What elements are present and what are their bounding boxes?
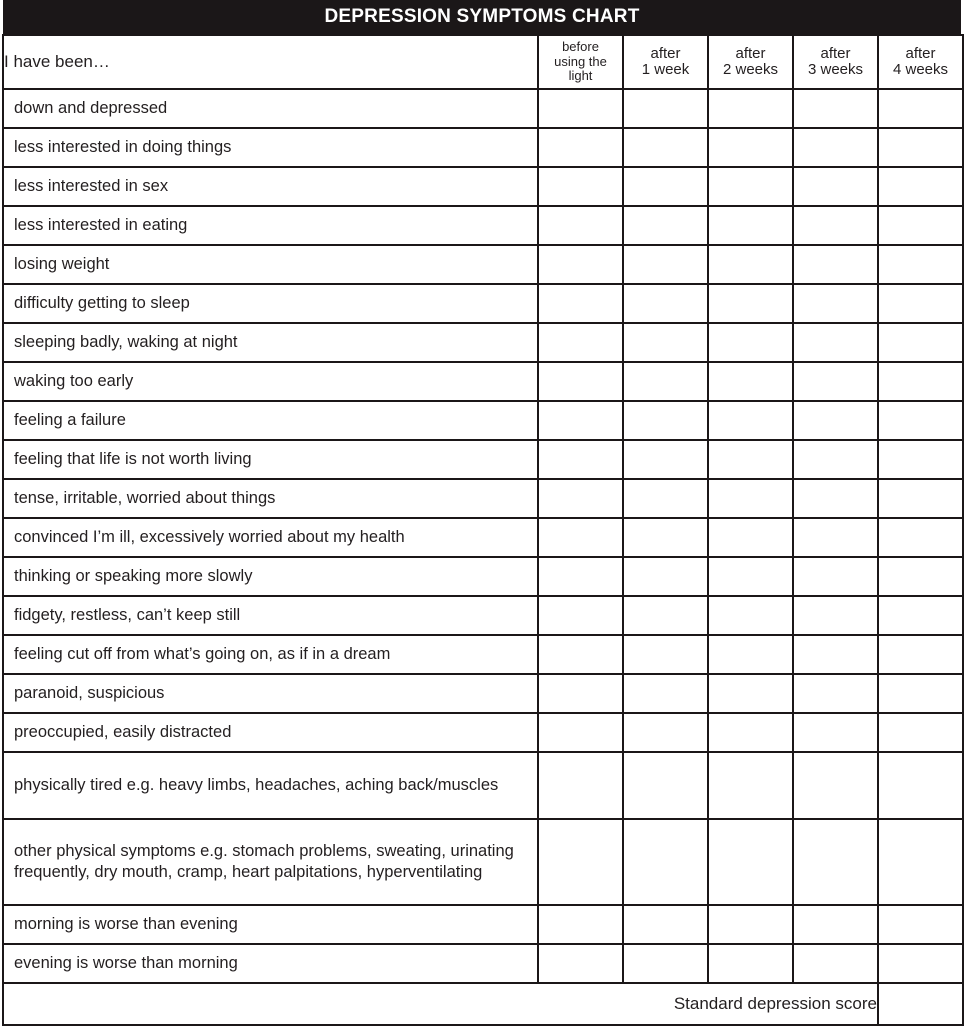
symptom-checkbox-cell[interactable] (708, 752, 793, 819)
symptom-checkbox-cell[interactable] (623, 905, 708, 944)
header-row-label: I have been… (3, 35, 538, 89)
symptom-checkbox-cell[interactable] (538, 518, 623, 557)
symptom-checkbox-cell[interactable] (793, 518, 878, 557)
symptom-label: tense, irritable, worried about things (3, 479, 538, 518)
symptom-checkbox-cell[interactable] (708, 167, 793, 206)
table-row (3, 479, 963, 518)
symptom-checkbox-cell[interactable] (623, 362, 708, 401)
symptom-checkbox-cell[interactable] (878, 440, 963, 479)
symptom-checkbox-cell[interactable] (878, 167, 963, 206)
table-row (3, 557, 963, 596)
symptom-checkbox-cell[interactable] (538, 905, 623, 944)
symptom-checkbox-cell[interactable] (793, 440, 878, 479)
symptom-checkbox-cell[interactable] (623, 89, 708, 128)
column-header-5 (878, 35, 963, 89)
symptom-checkbox-cell[interactable] (623, 440, 708, 479)
column-header-line: after (905, 44, 936, 62)
symptom-checkbox-cell[interactable] (538, 713, 623, 752)
symptom-checkbox-cell[interactable] (708, 596, 793, 635)
table-row (3, 440, 963, 479)
table-row (3, 89, 963, 128)
table-row (3, 401, 963, 440)
symptom-checkbox-cell[interactable] (878, 128, 963, 167)
symptom-checkbox-cell[interactable] (538, 674, 623, 713)
symptom-checkbox-cell[interactable] (793, 401, 878, 440)
symptom-label: less interested in sex (3, 167, 538, 206)
symptom-checkbox-cell[interactable] (623, 401, 708, 440)
symptom-checkbox-cell[interactable] (878, 635, 963, 674)
symptom-checkbox-cell[interactable] (708, 440, 793, 479)
symptom-checkbox-cell[interactable] (708, 819, 793, 905)
symptom-label: less interested in eating (3, 206, 538, 245)
symptom-checkbox-cell[interactable] (878, 323, 963, 362)
symptom-label: feeling cut off from what’s going on, as if in a dream (3, 635, 538, 674)
symptom-checkbox-cell[interactable] (623, 245, 708, 284)
column-header-line: light (568, 68, 593, 84)
symptom-checkbox-cell[interactable] (878, 362, 963, 401)
table-row (3, 944, 963, 983)
column-header-line: 2 weeks (722, 61, 779, 78)
symptom-label: less interested in doing things (3, 128, 538, 167)
symptom-checkbox-cell[interactable] (623, 167, 708, 206)
column-header-line: 4 weeks (892, 61, 949, 78)
symptom-checkbox-cell[interactable] (538, 944, 623, 983)
table-row (3, 167, 963, 206)
symptom-label: morning is worse than evening (3, 905, 538, 944)
symptom-checkbox-cell[interactable] (878, 752, 963, 819)
symptom-checkbox-cell[interactable] (793, 905, 878, 944)
symptom-label: sleeping badly, waking at night (3, 323, 538, 362)
symptom-label: evening is worse than morning (3, 944, 538, 983)
column-header-line: after (820, 44, 851, 62)
symptom-checkbox-cell[interactable] (708, 905, 793, 944)
symptom-checkbox-cell[interactable] (708, 128, 793, 167)
symptom-label: down and depressed (3, 89, 538, 128)
table-row (3, 362, 963, 401)
table-row (3, 284, 963, 323)
symptom-checkbox-cell[interactable] (623, 752, 708, 819)
symptom-checkbox-cell[interactable] (623, 596, 708, 635)
column-header-line: after (735, 44, 766, 62)
table-row (3, 635, 963, 674)
table-row (3, 128, 963, 167)
symptom-checkbox-cell[interactable] (623, 713, 708, 752)
page-title: DEPRESSION SYMPTOMS CHART (324, 6, 640, 27)
symptom-checkbox-cell[interactable] (623, 557, 708, 596)
standard-score-row (3, 983, 963, 1025)
symptom-checkbox-cell[interactable] (623, 206, 708, 245)
symptom-checkbox-cell[interactable] (878, 944, 963, 983)
symptom-checkbox-cell[interactable] (538, 245, 623, 284)
column-header-3 (708, 35, 793, 89)
symptom-checkbox-cell[interactable] (538, 819, 623, 905)
symptom-checkbox-cell[interactable] (538, 323, 623, 362)
table-row (3, 713, 963, 752)
symptom-checkbox-cell[interactable] (538, 557, 623, 596)
symptom-label: difficulty getting to sleep (3, 284, 538, 323)
symptom-checkbox-cell[interactable] (708, 713, 793, 752)
table-row (3, 674, 963, 713)
symptom-checkbox-cell[interactable] (708, 674, 793, 713)
column-header-line: 1 week (641, 61, 690, 78)
symptom-checkbox-cell[interactable] (793, 819, 878, 905)
column-header-4 (793, 35, 878, 89)
symptom-checkbox-cell[interactable] (793, 479, 878, 518)
symptom-label: fidgety, restless, can’t keep still (3, 596, 538, 635)
symptom-checkbox-cell[interactable] (878, 518, 963, 557)
column-header-2 (623, 35, 708, 89)
symptom-label: feeling that life is not worth living (3, 440, 538, 479)
table-row (3, 596, 963, 635)
table-header-row (3, 35, 963, 89)
symptom-checkbox-cell[interactable] (623, 518, 708, 557)
symptom-checkbox-cell[interactable] (708, 557, 793, 596)
column-header-line: before (562, 39, 599, 55)
column-header-1 (538, 35, 623, 89)
table-row (3, 819, 963, 905)
table-row (3, 323, 963, 362)
symptom-checkbox-cell[interactable] (793, 596, 878, 635)
symptom-checkbox-cell[interactable] (708, 284, 793, 323)
symptom-checkbox-cell[interactable] (878, 401, 963, 440)
symptom-checkbox-cell[interactable] (708, 401, 793, 440)
column-header-line: using the (554, 53, 607, 69)
symptom-checkbox-cell[interactable] (878, 284, 963, 323)
symptom-checkbox-cell[interactable] (538, 752, 623, 819)
standard-score-label: Standard depression score (3, 983, 878, 1025)
symptom-checkbox-cell[interactable] (623, 819, 708, 905)
symptom-label: waking too early (3, 362, 538, 401)
symptom-label: paranoid, suspicious (3, 674, 538, 713)
symptom-checkbox-cell[interactable] (538, 128, 623, 167)
symptom-checkbox-cell[interactable] (538, 362, 623, 401)
symptom-checkbox-cell[interactable] (878, 713, 963, 752)
symptom-checkbox-cell[interactable] (538, 284, 623, 323)
chart-title-bar (3, 0, 961, 34)
table-row (3, 206, 963, 245)
symptom-checkbox-cell[interactable] (878, 905, 963, 944)
symptom-checkbox-cell[interactable] (793, 557, 878, 596)
symptom-checkbox-cell[interactable] (793, 323, 878, 362)
table-row (3, 245, 963, 284)
symptom-checkbox-cell[interactable] (793, 674, 878, 713)
symptom-checkbox-cell[interactable] (708, 518, 793, 557)
symptom-checkbox-cell[interactable] (623, 284, 708, 323)
symptom-checkbox-cell[interactable] (538, 167, 623, 206)
symptom-checkbox-cell[interactable] (708, 206, 793, 245)
symptom-checkbox-cell[interactable] (793, 635, 878, 674)
symptom-checkbox-cell[interactable] (793, 752, 878, 819)
symptom-checkbox-cell[interactable] (623, 944, 708, 983)
symptom-checkbox-cell[interactable] (708, 635, 793, 674)
symptom-label: other physical symptoms e.g. stomach problems, sweating, urinating frequently, dry mouth, cramp, heart palpitations, hyperventilating (3, 819, 538, 905)
symptom-label: thinking or speaking more slowly (3, 557, 538, 596)
symptom-checkbox-cell[interactable] (623, 128, 708, 167)
symptom-checkbox-cell[interactable] (793, 284, 878, 323)
symptom-label: losing weight (3, 245, 538, 284)
symptom-label: feeling a failure (3, 401, 538, 440)
symptom-label: convinced I’m ill, excessively worried about my health (3, 518, 538, 557)
symptom-checkbox-cell[interactable] (793, 206, 878, 245)
symptom-checkbox-cell[interactable] (793, 713, 878, 752)
column-header-line: after (650, 44, 681, 62)
table-row (3, 752, 963, 819)
symptom-checkbox-cell[interactable] (878, 89, 963, 128)
symptom-checkbox-cell[interactable] (708, 362, 793, 401)
symptom-checkbox-cell[interactable] (793, 167, 878, 206)
symptom-checkbox-cell[interactable] (708, 944, 793, 983)
symptom-checkbox-cell[interactable] (708, 323, 793, 362)
symptom-checkbox-cell[interactable] (538, 479, 623, 518)
symptom-checkbox-cell[interactable] (538, 206, 623, 245)
symptom-checkbox-cell[interactable] (708, 89, 793, 128)
symptom-checkbox-cell[interactable] (538, 596, 623, 635)
symptom-label: preoccupied, easily distracted (3, 713, 538, 752)
symptom-checkbox-cell[interactable] (878, 245, 963, 284)
symptom-checkbox-cell[interactable] (538, 440, 623, 479)
symptom-checkbox-cell[interactable] (538, 401, 623, 440)
symptom-checkbox-cell[interactable] (878, 596, 963, 635)
symptoms-table (2, 34, 964, 1026)
symptom-checkbox-cell[interactable] (878, 479, 963, 518)
symptom-checkbox-cell[interactable] (708, 245, 793, 284)
column-header-line: 3 weeks (807, 61, 864, 78)
symptom-checkbox-cell[interactable] (793, 245, 878, 284)
symptom-checkbox-cell[interactable] (793, 128, 878, 167)
symptom-checkbox-cell[interactable] (623, 635, 708, 674)
symptom-checkbox-cell[interactable] (708, 479, 793, 518)
symptom-checkbox-cell[interactable] (793, 944, 878, 983)
table-row (3, 905, 963, 944)
symptom-checkbox-cell[interactable] (878, 819, 963, 905)
standard-score-input-cell[interactable] (878, 983, 963, 1025)
symptom-checkbox-cell[interactable] (538, 635, 623, 674)
symptom-checkbox-cell[interactable] (878, 206, 963, 245)
symptom-checkbox-cell[interactable] (623, 479, 708, 518)
symptom-checkbox-cell[interactable] (793, 89, 878, 128)
symptom-checkbox-cell[interactable] (878, 557, 963, 596)
symptom-checkbox-cell[interactable] (623, 674, 708, 713)
symptom-checkbox-cell[interactable] (623, 323, 708, 362)
symptom-checkbox-cell[interactable] (878, 674, 963, 713)
symptom-checkbox-cell[interactable] (793, 362, 878, 401)
symptom-checkbox-cell[interactable] (538, 89, 623, 128)
symptom-label: physically tired e.g. heavy limbs, headaches, aching back/muscles (3, 752, 538, 819)
table-row (3, 518, 963, 557)
